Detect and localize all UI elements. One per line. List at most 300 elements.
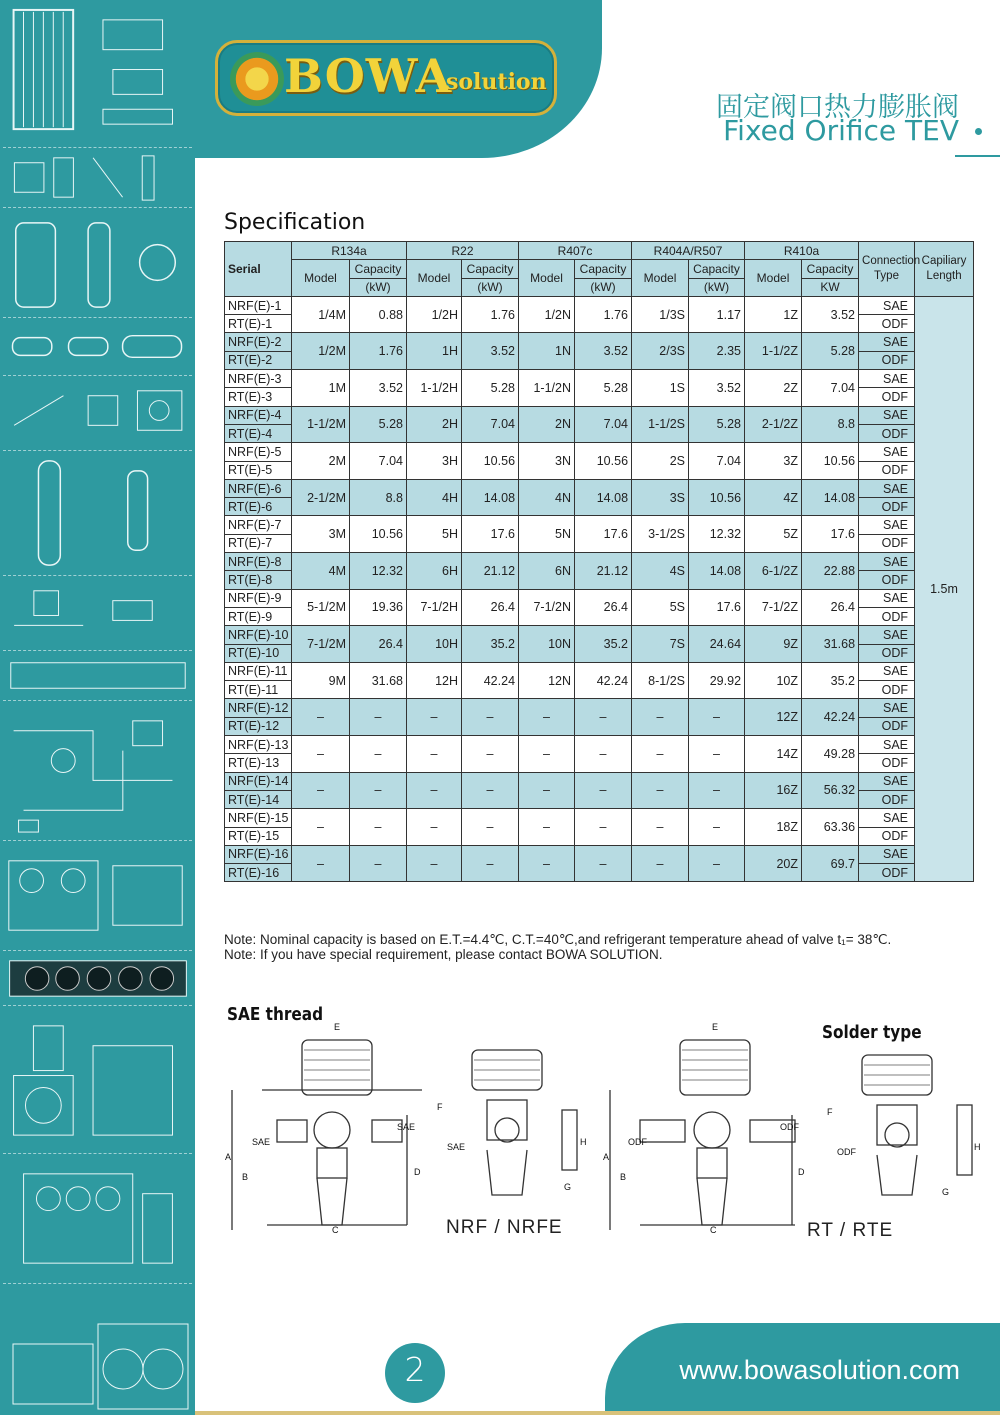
capacity-cell: 24.64	[689, 626, 745, 663]
model-cell: 12N	[519, 662, 575, 699]
serial-rt: RT(E)-7	[225, 534, 292, 552]
capacity-cell: –	[462, 809, 519, 846]
connection-odf: ODF	[859, 681, 915, 699]
model-cell: 1/2M	[292, 333, 350, 370]
capacity-cell: 26.4	[350, 626, 407, 663]
refrigerant-header-r22: R22	[407, 242, 519, 260]
condensing-rack-thumbnail	[3, 1154, 192, 1284]
model-cell: 7-1/2Z	[745, 589, 802, 626]
model-cell: –	[519, 845, 575, 882]
capacity-header: Capacity	[802, 260, 859, 278]
model-cell: 1/4M	[292, 296, 350, 333]
capacity-cell: 10.56	[575, 443, 632, 480]
table-row	[225, 333, 974, 351]
capacity-cell: –	[575, 845, 632, 882]
model-cell: 1-1/2S	[632, 406, 689, 443]
svg-text:D: D	[798, 1167, 805, 1177]
serial-rt: RT(E)-3	[225, 388, 292, 406]
svg-text:G: G	[942, 1187, 950, 1197]
footnote-capacity: Note: Nominal capacity is based on E.T.=4.4℃, C.T.=40℃,and refrigerant temperature ahead of valve t₁= 38℃.	[224, 932, 892, 947]
connection-sae: SAE	[859, 772, 915, 790]
model-cell: 6H	[407, 553, 462, 590]
svg-text:H: H	[580, 1137, 587, 1147]
model-cell: –	[519, 809, 575, 846]
serial-nrf: NRF(E)-14	[225, 772, 292, 790]
capacity-cell: 14.08	[689, 553, 745, 590]
connection-sae: SAE	[859, 443, 915, 461]
model-cell: 1M	[292, 370, 350, 407]
section-heading: Specification	[224, 210, 366, 235]
refrigerant-header-r410a: R410a	[745, 242, 859, 260]
capacity-cell: –	[575, 772, 632, 809]
svg-text:C: C	[332, 1225, 339, 1235]
model-cell: –	[632, 845, 689, 882]
connection-sae: SAE	[859, 553, 915, 571]
connection-sae: SAE	[859, 479, 915, 497]
model-cell: 2H	[407, 406, 462, 443]
ball-valve-thumbnail	[3, 376, 192, 451]
table-row	[225, 296, 974, 314]
model-cell: –	[632, 699, 689, 736]
model-header: Model	[519, 260, 575, 297]
capacity-cell: –	[689, 699, 745, 736]
capacity-cell: –	[350, 845, 407, 882]
connection-sae: SAE	[859, 516, 915, 534]
title-bullet-icon	[975, 128, 982, 135]
svg-text:E: E	[334, 1022, 341, 1032]
capacity-cell: 17.6	[802, 516, 859, 553]
capacity-cell: 0.88	[350, 296, 407, 333]
serial-rt: RT(E)-5	[225, 461, 292, 479]
rt-caption: RT / RTE	[807, 1220, 894, 1241]
condensing-unit-thumbnail	[3, 841, 192, 951]
connection-odf: ODF	[859, 864, 915, 882]
capacity-cell: –	[689, 809, 745, 846]
capacity-cell: 10.56	[802, 443, 859, 480]
table-row	[225, 553, 974, 571]
refrigerant-header-r407c: R407c	[519, 242, 632, 260]
logo-suffix: solution	[446, 69, 547, 95]
model-cell: 6-1/2Z	[745, 553, 802, 590]
capacity-cell: 35.2	[575, 626, 632, 663]
capacity-header: Capacity	[575, 260, 632, 278]
capacity-cell: 12.32	[689, 516, 745, 553]
table-row	[225, 699, 974, 717]
model-cell: –	[407, 772, 462, 809]
connection-sae: SAE	[859, 370, 915, 388]
model-cell: 1S	[632, 370, 689, 407]
capacity-cell: 10.56	[462, 443, 519, 480]
model-cell: 3M	[292, 516, 350, 553]
model-cell: 1Z	[745, 296, 802, 333]
model-cell: –	[407, 809, 462, 846]
capacity-cell: 31.68	[802, 626, 859, 663]
connection-sae: SAE	[859, 699, 915, 717]
serial-rt: RT(E)-6	[225, 498, 292, 516]
model-cell: –	[632, 772, 689, 809]
table-row	[225, 516, 974, 534]
plate-heat-exchanger-thumbnail	[3, 0, 192, 148]
page-title-chinese: 固定阀口热力膨胀阀	[716, 92, 959, 123]
model-cell: 20Z	[745, 845, 802, 882]
capacity-cell: 14.08	[462, 479, 519, 516]
model-cell: 3-1/2S	[632, 516, 689, 553]
model-cell: 7-1/2H	[407, 589, 462, 626]
svg-text:SAE: SAE	[447, 1142, 466, 1152]
serial-rt: RT(E)-13	[225, 754, 292, 772]
serial-nrf: NRF(E)-9	[225, 589, 292, 607]
table-row	[225, 736, 974, 754]
connection-sae: SAE	[859, 662, 915, 680]
svg-text:SAE: SAE	[397, 1122, 416, 1132]
model-cell: –	[407, 699, 462, 736]
compressor-rack-thumbnail	[3, 1006, 192, 1154]
capacity-cell: 7.04	[802, 370, 859, 407]
serial-rt: RT(E)-15	[225, 827, 292, 845]
model-cell: 10N	[519, 626, 575, 663]
capacity-cell: 26.4	[575, 589, 632, 626]
capacity-cell: 1.17	[689, 296, 745, 333]
capacity-cell: 5.28	[802, 333, 859, 370]
connection-odf: ODF	[859, 351, 915, 369]
capacity-cell: 35.2	[802, 662, 859, 699]
capacity-cell: 21.12	[575, 553, 632, 590]
connection-sae: SAE	[859, 845, 915, 863]
capacity-cell: 3.52	[802, 296, 859, 333]
model-header: Model	[407, 260, 462, 297]
svg-text:SAE: SAE	[252, 1137, 271, 1147]
svg-text:C: C	[710, 1225, 717, 1235]
svg-text:F: F	[827, 1107, 833, 1117]
serial-nrf: NRF(E)-2	[225, 333, 292, 351]
capacity-cell: –	[462, 845, 519, 882]
model-header: Model	[292, 260, 350, 297]
model-cell: 3Z	[745, 443, 802, 480]
serial-rt: RT(E)-8	[225, 571, 292, 589]
connection-odf: ODF	[859, 827, 915, 845]
capacity-cell: –	[350, 809, 407, 846]
specification-table	[224, 241, 974, 882]
model-cell: 9Z	[745, 626, 802, 663]
model-cell: 12H	[407, 662, 462, 699]
capacity-cell: 3.52	[689, 370, 745, 407]
capacity-cell: 7.04	[462, 406, 519, 443]
serial-nrf: NRF(E)-11	[225, 662, 292, 680]
svg-text:G: G	[564, 1182, 572, 1192]
refrigerant-header-r134a: R134a	[292, 242, 407, 260]
model-cell: 1-1/2Z	[745, 333, 802, 370]
model-cell: 7S	[632, 626, 689, 663]
serial-nrf: NRF(E)-6	[225, 479, 292, 497]
capacity-cell: 26.4	[462, 589, 519, 626]
model-cell: 2/3S	[632, 333, 689, 370]
model-cell: 2-1/2M	[292, 479, 350, 516]
model-cell: –	[292, 845, 350, 882]
capillary-length-header: Capiliary Length	[915, 242, 974, 297]
capacity-cell: 1.76	[350, 333, 407, 370]
serial-nrf: NRF(E)-12	[225, 699, 292, 717]
rt-front-drawing	[822, 1045, 987, 1210]
model-cell: 1/3S	[632, 296, 689, 333]
connection-odf: ODF	[859, 644, 915, 662]
capacity-cell: 8.8	[350, 479, 407, 516]
svg-text:D: D	[414, 1167, 421, 1177]
model-cell: 6N	[519, 553, 575, 590]
model-cell: 3H	[407, 443, 462, 480]
capacity-cell: –	[462, 699, 519, 736]
model-cell: 4M	[292, 553, 350, 590]
capacity-cell: 12.32	[350, 553, 407, 590]
serial-header: Serial	[225, 242, 292, 297]
capacity-cell: 1.76	[575, 296, 632, 333]
model-cell: 5-1/2M	[292, 589, 350, 626]
connection-sae: SAE	[859, 626, 915, 644]
nrf-caption: NRF / NRFE	[446, 1217, 563, 1238]
table-row	[225, 662, 974, 680]
model-cell: 5N	[519, 516, 575, 553]
model-cell: –	[519, 736, 575, 773]
serial-nrf: NRF(E)-16	[225, 845, 292, 863]
model-cell: 2Z	[745, 370, 802, 407]
table-row	[225, 589, 974, 607]
svg-text:ODF: ODF	[837, 1147, 856, 1157]
model-cell: 2M	[292, 443, 350, 480]
solder-type-label: Solder type	[822, 1022, 922, 1043]
model-cell: 16Z	[745, 772, 802, 809]
nrf-side-drawing	[222, 1020, 432, 1235]
capacity-cell: 63.36	[802, 809, 859, 846]
table-row	[225, 443, 974, 461]
capacity-cell: –	[689, 772, 745, 809]
model-cell: –	[407, 845, 462, 882]
model-cell: 7-1/2M	[292, 626, 350, 663]
product-thumbnail-sidebar	[0, 0, 195, 1415]
capacity-cell: 19.36	[350, 589, 407, 626]
logo-emblem-icon	[230, 52, 284, 106]
svg-text:H: H	[974, 1142, 981, 1152]
model-cell: –	[632, 809, 689, 846]
capacity-cell: 5.28	[350, 406, 407, 443]
capacity-cell: 21.12	[462, 553, 519, 590]
table-row	[225, 370, 974, 388]
website-url[interactable]: www.bowasolution.com	[679, 1355, 960, 1385]
capacity-cell: 42.24	[575, 662, 632, 699]
model-cell: –	[407, 736, 462, 773]
capacity-cell: 49.28	[802, 736, 859, 773]
serial-rt: RT(E)-2	[225, 351, 292, 369]
capacity-header: Capacity	[462, 260, 519, 278]
capacity-cell: 3.52	[350, 370, 407, 407]
serial-rt: RT(E)-16	[225, 864, 292, 882]
model-cell: 14Z	[745, 736, 802, 773]
capacity-unit: KW	[802, 278, 859, 296]
serial-nrf: NRF(E)-4	[225, 406, 292, 424]
serial-nrf: NRF(E)-7	[225, 516, 292, 534]
capacity-cell: –	[350, 772, 407, 809]
svg-text:ODF: ODF	[628, 1137, 647, 1147]
capacity-cell: 14.08	[802, 479, 859, 516]
table-row	[225, 406, 974, 424]
svg-text:E: E	[712, 1022, 719, 1032]
connection-sae: SAE	[859, 333, 915, 351]
capacity-cell: –	[350, 699, 407, 736]
svg-text:F: F	[437, 1102, 443, 1112]
svg-text:B: B	[620, 1172, 627, 1182]
model-header: Model	[632, 260, 689, 297]
model-cell: 3N	[519, 443, 575, 480]
capacity-header: Capacity	[689, 260, 745, 278]
model-cell: 10Z	[745, 662, 802, 699]
model-cell: 1-1/2M	[292, 406, 350, 443]
capacity-cell: 3.52	[462, 333, 519, 370]
svg-text:A: A	[225, 1152, 232, 1162]
model-cell: 5S	[632, 589, 689, 626]
model-cell: 2N	[519, 406, 575, 443]
capacity-cell: 17.6	[575, 516, 632, 553]
connection-sae: SAE	[859, 736, 915, 754]
model-cell: –	[292, 699, 350, 736]
capacity-cell: –	[575, 699, 632, 736]
title-rule	[955, 155, 1000, 157]
footnote-contact: Note: If you have special requirement, please contact BOWA SOLUTION.	[224, 947, 663, 962]
receiver-thumbnail	[3, 208, 192, 318]
model-cell: 1N	[519, 333, 575, 370]
refrigerant-header-r404a: R404A/R507	[632, 242, 745, 260]
connection-odf: ODF	[859, 498, 915, 516]
connection-odf: ODF	[859, 534, 915, 552]
page-number: 2	[404, 1350, 426, 1389]
model-cell: 2-1/2Z	[745, 406, 802, 443]
compressor-unit-thumbnail	[3, 1284, 192, 1415]
serial-nrf: NRF(E)-3	[225, 370, 292, 388]
capacity-cell: 5.28	[689, 406, 745, 443]
capacity-cell: 69.7	[802, 845, 859, 882]
serial-rt: RT(E)-14	[225, 790, 292, 808]
valve-thumbnail	[3, 148, 192, 208]
model-cell: 8-1/2S	[632, 662, 689, 699]
rt-side-drawing	[600, 1020, 815, 1235]
model-cell: 5H	[407, 516, 462, 553]
capacity-cell: 8.8	[802, 406, 859, 443]
solenoid-valve-thumbnail	[3, 576, 192, 651]
connection-odf: ODF	[859, 424, 915, 442]
model-cell: 10H	[407, 626, 462, 663]
table-row	[225, 626, 974, 644]
capacity-cell: 17.6	[462, 516, 519, 553]
model-cell: –	[519, 699, 575, 736]
capacity-cell: 5.28	[462, 370, 519, 407]
svg-text:ODF: ODF	[780, 1122, 799, 1132]
capacity-cell: –	[462, 736, 519, 773]
capacity-cell: 22.88	[802, 553, 859, 590]
connection-sae: SAE	[859, 406, 915, 424]
serial-rt: RT(E)-4	[225, 424, 292, 442]
connection-odf: ODF	[859, 754, 915, 772]
model-cell: 1H	[407, 333, 462, 370]
sae-thread-label: SAE thread	[227, 1004, 324, 1025]
capacity-cell: 7.04	[350, 443, 407, 480]
capacity-cell: 26.4	[802, 589, 859, 626]
serial-nrf: NRF(E)-1	[225, 296, 292, 314]
serial-rt: RT(E)-11	[225, 681, 292, 699]
model-cell: 1-1/2N	[519, 370, 575, 407]
capillary-length-cell: 1.5m	[915, 296, 974, 882]
capacity-cell: 56.32	[802, 772, 859, 809]
capacity-cell: –	[689, 845, 745, 882]
nrf-front-drawing	[432, 1040, 592, 1215]
unit-cooler-thumbnail	[3, 651, 192, 701]
piping-diagram-thumbnail	[3, 701, 192, 841]
brand-logo	[215, 40, 557, 116]
model-cell: 4H	[407, 479, 462, 516]
model-cell: 12Z	[745, 699, 802, 736]
model-cell: 2S	[632, 443, 689, 480]
connection-odf: ODF	[859, 717, 915, 735]
model-cell: 4S	[632, 553, 689, 590]
capacity-cell: 7.04	[689, 443, 745, 480]
bottom-rule	[195, 1411, 1000, 1415]
table-body	[225, 296, 974, 882]
serial-nrf: NRF(E)-10	[225, 626, 292, 644]
capacity-cell: 10.56	[350, 516, 407, 553]
model-cell: 7-1/2N	[519, 589, 575, 626]
model-cell: 1/2H	[407, 296, 462, 333]
model-cell: –	[632, 736, 689, 773]
capacity-cell: 42.24	[462, 662, 519, 699]
filter-drier-thumbnail	[3, 318, 192, 376]
capacity-cell: –	[575, 809, 632, 846]
capacity-cell: 42.24	[802, 699, 859, 736]
connection-odf: ODF	[859, 315, 915, 333]
serial-rt: RT(E)-12	[225, 717, 292, 735]
model-cell: 5Z	[745, 516, 802, 553]
connection-type-header: Connection Type	[859, 242, 915, 297]
capacity-unit: (kW)	[689, 278, 745, 296]
capacity-cell: 3.52	[575, 333, 632, 370]
capacity-cell: 2.35	[689, 333, 745, 370]
capacity-header: Capacity	[350, 260, 407, 278]
capacity-cell: 35.2	[462, 626, 519, 663]
capacity-cell: –	[575, 736, 632, 773]
separator-thumbnail	[3, 451, 192, 576]
model-cell: 1-1/2H	[407, 370, 462, 407]
serial-nrf: NRF(E)-5	[225, 443, 292, 461]
model-cell: –	[292, 736, 350, 773]
model-cell: 4Z	[745, 479, 802, 516]
connection-odf: ODF	[859, 388, 915, 406]
model-cell: 1/2N	[519, 296, 575, 333]
capacity-cell: –	[689, 736, 745, 773]
model-cell: –	[292, 772, 350, 809]
capacity-cell: –	[462, 772, 519, 809]
page-title-english: Fixed Orifice TEV	[723, 114, 959, 147]
capacity-cell: 29.92	[689, 662, 745, 699]
serial-nrf: NRF(E)-15	[225, 809, 292, 827]
model-header: Model	[745, 260, 802, 297]
model-cell: 3S	[632, 479, 689, 516]
svg-text:B: B	[242, 1172, 249, 1182]
serial-nrf: NRF(E)-8	[225, 553, 292, 571]
capacity-unit: (kW)	[350, 278, 407, 296]
connection-sae: SAE	[859, 589, 915, 607]
capacity-cell: 17.6	[689, 589, 745, 626]
table-row	[225, 809, 974, 827]
model-cell: 9M	[292, 662, 350, 699]
fan-row-thumbnail	[3, 951, 192, 1006]
serial-rt: RT(E)-10	[225, 644, 292, 662]
serial-rt: RT(E)-9	[225, 607, 292, 625]
capacity-cell: 5.28	[575, 370, 632, 407]
